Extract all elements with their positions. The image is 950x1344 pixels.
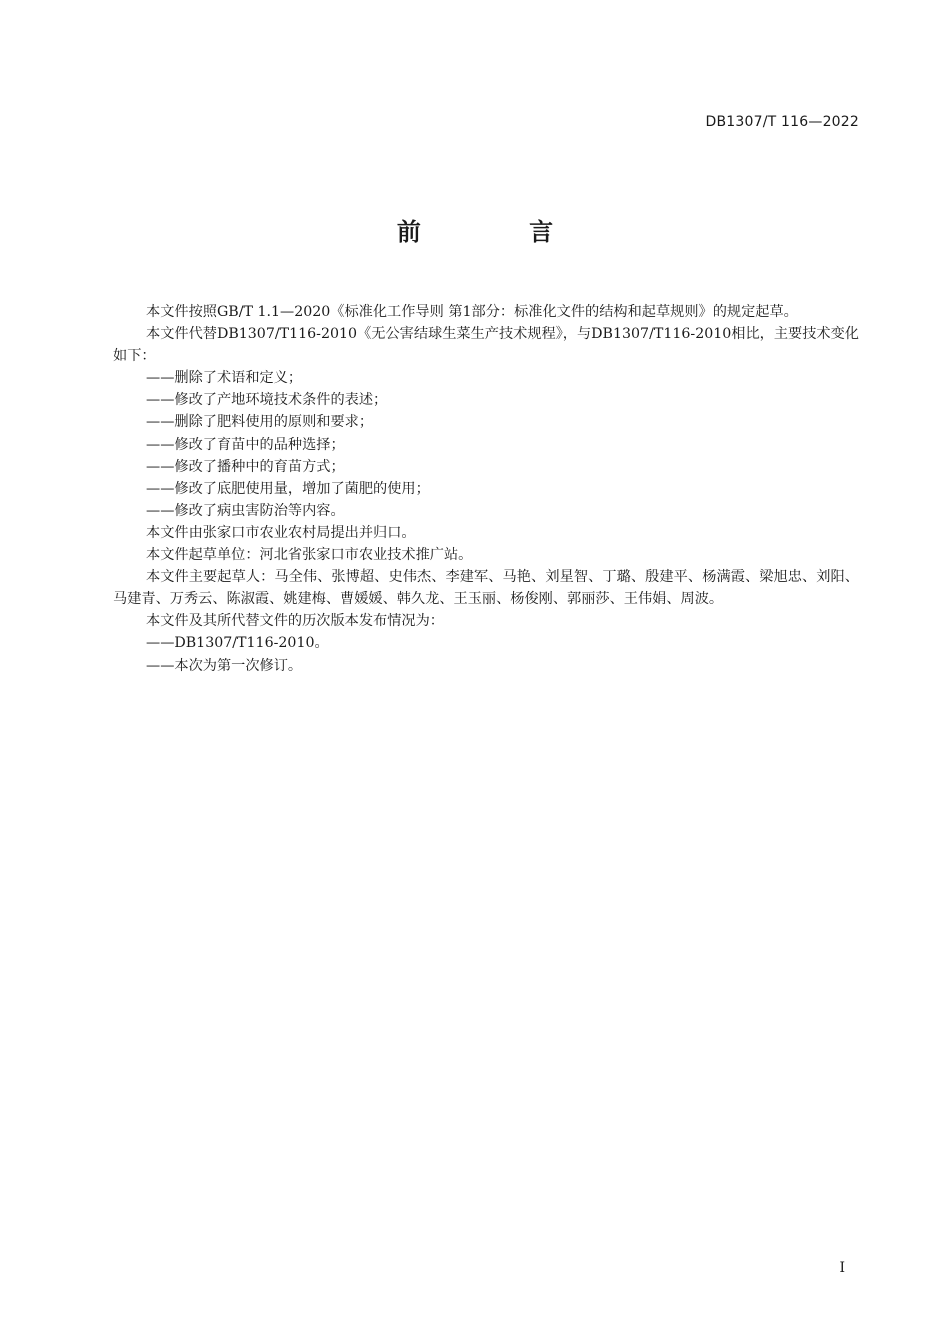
page-number: I <box>839 1260 845 1276</box>
version-item: ——DB1307/T116-2010。 <box>146 635 329 652</box>
page-title: 前 言 <box>396 218 604 246</box>
preface-body <box>113 301 859 677</box>
change-item: ——修改了病虫害防治等内容。 <box>146 502 345 519</box>
paragraph-version-history: 本文件及其所代替文件的历次版本发布情况为： <box>146 613 444 630</box>
document-code: DB1307/T 116—2022 <box>705 114 859 130</box>
paragraph-drafting-rules: 本文件按照GB/T 1.1—2020《标准化工作导则 第1部分：标准化文件的结构和起草规则》的规定起草。 <box>146 304 798 320</box>
version-item: ——本次为第一次修订。 <box>146 657 303 674</box>
change-item: ——修改了育苗中的品种选择； <box>146 436 345 453</box>
change-item: ——修改了产地环境技术条件的表述； <box>146 392 388 409</box>
change-item: ——修改了底肥使用量，增加了菌肥的使用； <box>146 480 430 497</box>
paragraph-proposer: 本文件由张家口市农业农村局提出并归口。 <box>146 524 416 541</box>
paragraph-replacement: 本文件代替DB1307/T116-2010《无公害结球生菜生产技术规程》，与DB1307/T116-2010相比，主要技术变化如下： <box>113 326 859 365</box>
change-item: ——修改了播种中的育苗方式； <box>146 458 345 475</box>
change-item: ——删除了肥料使用的原则和要求； <box>146 414 374 431</box>
paragraph-drafters: 本文件主要起草人：马全伟、张博超、史伟杰、李建军、马艳、刘星智、丁璐、殷建平、杨满霞、梁旭忠、刘阳、马建青、万秀云、陈淑霞、姚建梅、曹媛媛、韩久龙、王玉丽、杨俊刚、郭丽莎、王伟娟、周波。 <box>113 569 859 608</box>
paragraph-drafting-unit: 本文件起草单位：河北省张家口市农业技术推广站。 <box>146 547 473 564</box>
change-item: ——删除了术语和定义； <box>146 370 303 387</box>
